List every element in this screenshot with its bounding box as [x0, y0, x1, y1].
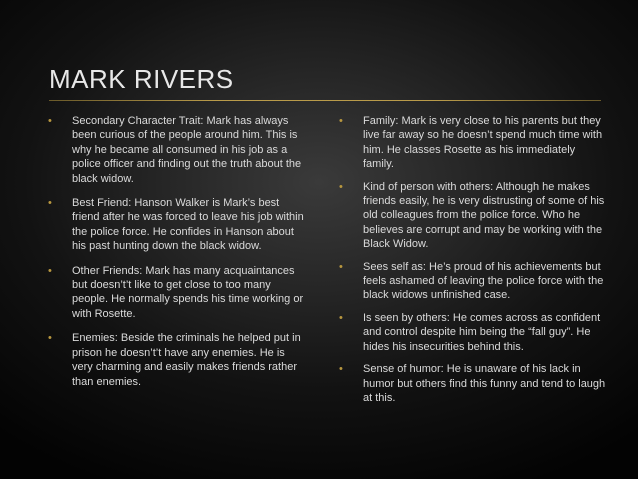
bullet-text: Sense of humor: He is unaware of his lack in humor but others find this funny and tend to laugh at this. — [363, 363, 606, 404]
bullet-icon: • — [339, 260, 343, 273]
bullet-item — [339, 114, 607, 172]
bullet-item — [48, 196, 304, 254]
bullet-icon: • — [339, 311, 343, 324]
bullet-icon: • — [48, 197, 52, 210]
bullet-text: Other Friends: Mark has many acquaintances but doesn’t’t like to get close to too many people. He normally spends his time working or with Rosette. — [72, 264, 304, 320]
bullet-text: Kind of person with others: Although he makes friends easily, he is very distrusting of some of his old colleagues from the police force. Who he believes are corrupt and may be working with the Black Widow. — [363, 180, 605, 251]
bullet-text: Best Friend: Hanson Walker is Mark’s best friend after he was forced to leave his job within the police force. He confides in Hanson about his past hunting down the black widow. — [72, 197, 304, 253]
bullet-icon: • — [48, 264, 52, 277]
bullet-item — [48, 264, 304, 322]
bullet-text: Sees self as: He’s proud of his achievements but feels ashamed of leaving the police force with the black widows unfinished case. — [363, 260, 604, 302]
slide-title: MARK RIVERS — [49, 64, 234, 94]
right-bullet-list — [339, 114, 607, 413]
bullet-item — [339, 311, 607, 354]
bullet-item — [339, 180, 607, 252]
bullet-text: Enemies: Beside the criminals he helped put in prison he doesn’t’t have any enemies. He is very charming and easily makes friends rather than enemies. — [72, 332, 301, 388]
title-divider — [49, 100, 601, 101]
left-bullet-list — [48, 114, 304, 399]
bullet-item — [339, 260, 607, 303]
bullet-icon: • — [339, 363, 343, 376]
bullet-text: Secondary Character Trait: Mark has always been curious of the people around him. This is why he became all consumed in his job as a police officer and finding out the truth about the black widow. — [72, 115, 302, 185]
bullet-item — [48, 114, 304, 186]
bullet-item — [48, 331, 304, 389]
bullet-text: Is seen by others: He comes across as confident and control despite him being the “fall guy”. He hides his insecurities behind this. — [363, 311, 601, 353]
bullet-text: Family: Mark is very close to his parents but they live far away so he doesn’t spend much time with him. He classes Rosette as his immediately family. — [363, 115, 603, 171]
bullet-icon: • — [339, 180, 343, 193]
bullet-item — [339, 362, 607, 405]
bullet-icon: • — [48, 115, 52, 127]
bullet-icon: • — [48, 332, 52, 345]
bullet-icon: • — [339, 115, 343, 127]
